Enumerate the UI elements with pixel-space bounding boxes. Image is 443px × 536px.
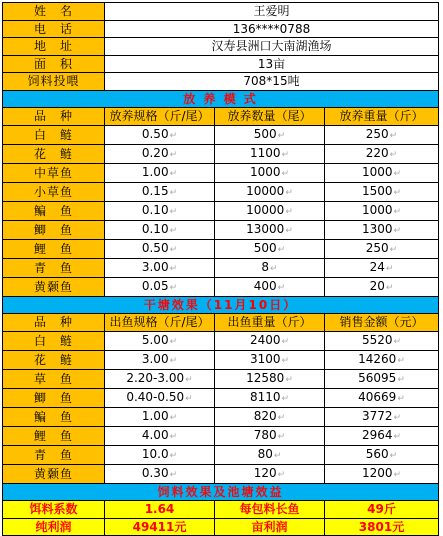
stocking-cell-text: 3.00 (141, 259, 169, 274)
stocking-cell (215, 258, 325, 277)
stocking-species (3, 220, 105, 239)
harvest-row (3, 464, 439, 483)
harvest-cell-text: 0.40-0.50 (126, 389, 185, 404)
info-value-text: 王爱明 (253, 4, 290, 19)
return-mark-icon: ↵ (281, 336, 290, 347)
harvest-row (3, 388, 439, 407)
harvest-species (3, 331, 105, 350)
harvest-header (325, 314, 439, 332)
stocking-cell-text: 0.15 (141, 183, 169, 198)
summary-cell (215, 501, 325, 519)
stocking-cell (325, 239, 439, 258)
harvest-cell (215, 331, 325, 350)
stocking-cell (215, 277, 325, 296)
stocking-cell (105, 277, 215, 296)
return-mark-icon: ↵ (281, 168, 290, 179)
stocking-cell (105, 201, 215, 220)
harvest-cell-text: 4.00 (141, 427, 169, 442)
return-mark-icon: ↵ (397, 374, 405, 385)
info-row (3, 20, 439, 38)
return-mark-icon: ↵ (273, 450, 282, 461)
return-mark-icon: ↵ (277, 412, 286, 423)
return-mark-icon: ↵ (169, 450, 178, 461)
stocking-cell (215, 163, 325, 182)
info-value (105, 55, 439, 73)
summary-cell-text: 49411元 (132, 519, 187, 534)
stocking-row (3, 201, 439, 220)
summary-title-row (3, 483, 439, 501)
return-mark-icon: ↵ (389, 244, 398, 255)
stocking-cell-text: 10000 (246, 202, 285, 217)
stocking-cell-text: 1000 (361, 202, 393, 217)
stocking-cell-text: 0.10 (141, 221, 169, 236)
stocking-species-text: 小草鱼 (33, 184, 73, 199)
info-label (3, 73, 105, 91)
summary-cell (105, 518, 215, 536)
info-label-text: 地 址 (33, 39, 73, 54)
stocking-species (3, 239, 105, 258)
stocking-title-text: 放 养 模 式 (183, 91, 258, 106)
stocking-species (3, 182, 105, 201)
stocking-cell (105, 258, 215, 277)
stocking-species-text: 鳊 鱼 (33, 203, 73, 218)
summary-cell (105, 501, 215, 519)
stocking-title (3, 90, 439, 108)
stocking-species-text: 白 鲢 (33, 127, 73, 142)
fish-farm-sheet (2, 2, 439, 536)
harvest-species-text: 黄颡鱼 (33, 466, 73, 481)
harvest-species (3, 350, 105, 369)
harvest-cell-text: 5520 (361, 332, 393, 347)
info-row (3, 38, 439, 56)
stocking-cell (105, 125, 215, 144)
summary-cell (3, 501, 105, 519)
stocking-cell-text: 20 (369, 278, 385, 293)
stocking-species (3, 277, 105, 296)
summary-cell (215, 518, 325, 536)
stocking-cell (325, 220, 439, 239)
stocking-header-text: 放养重量（斤） (339, 109, 424, 124)
harvest-row (3, 350, 439, 369)
return-mark-icon: ↵ (185, 393, 193, 404)
return-mark-icon: ↵ (281, 355, 290, 366)
summary-cell (325, 518, 439, 536)
stocking-cell (105, 239, 215, 258)
return-mark-icon: ↵ (270, 263, 278, 274)
return-mark-icon: ↵ (393, 336, 402, 347)
harvest-cell (105, 464, 215, 483)
stocking-species-text: 花 鲢 (33, 146, 73, 161)
info-label-text: 电 话 (33, 21, 73, 36)
summary-cell-text: 饵料系数 (29, 502, 78, 517)
return-mark-icon: ↵ (393, 187, 402, 198)
harvest-species (3, 426, 105, 445)
harvest-cell (105, 331, 215, 350)
stocking-cell (105, 182, 215, 201)
harvest-cell-text: 5.00 (141, 332, 169, 347)
harvest-cell-text: 40669 (358, 389, 397, 404)
harvest-header-text: 出鱼规格（斤/尾） (109, 315, 210, 330)
stocking-cell (105, 163, 215, 182)
return-mark-icon: ↵ (277, 282, 286, 293)
stocking-cell-text: 8 (261, 259, 270, 274)
harvest-title-text: 干塘效果（11月10日） (143, 297, 298, 312)
stocking-cell-text: 500 (253, 126, 277, 141)
stocking-header-text: 品 种 (33, 109, 73, 124)
info-value-text: 708*15吨 (243, 74, 300, 89)
harvest-cell-text: 2.20-3.00 (126, 370, 185, 385)
stocking-cell (325, 144, 439, 163)
harvest-species (3, 388, 105, 407)
return-mark-icon: ↵ (393, 431, 402, 442)
stocking-header (325, 108, 439, 126)
info-row (3, 3, 439, 21)
return-mark-icon: ↵ (169, 130, 178, 141)
return-mark-icon: ↵ (169, 263, 178, 274)
stocking-cell (215, 125, 325, 144)
return-mark-icon: ↵ (185, 374, 193, 385)
stocking-cell (215, 144, 325, 163)
return-mark-icon: ↵ (169, 282, 178, 293)
harvest-species (3, 464, 105, 483)
return-mark-icon: ↵ (393, 412, 402, 423)
harvest-cell-text: 80 (257, 446, 273, 461)
harvest-row (3, 331, 439, 350)
harvest-cell (325, 426, 439, 445)
harvest-cell (105, 445, 215, 464)
stocking-cell (325, 182, 439, 201)
stocking-cell (215, 182, 325, 201)
return-mark-icon: ↵ (389, 149, 398, 160)
return-mark-icon: ↵ (277, 431, 286, 442)
stocking-header-text: 放养规格（斤/尾） (109, 109, 210, 124)
summary-cell-text: 3801元 (358, 519, 405, 534)
harvest-header (215, 314, 325, 332)
stocking-cell-text: 10000 (246, 183, 285, 198)
summary-cell-text: 纯利润 (35, 519, 72, 534)
info-label (3, 3, 105, 21)
info-value-text: 13亩 (257, 56, 286, 71)
harvest-cell-text: 0.30 (141, 465, 169, 480)
harvest-cell (105, 388, 215, 407)
harvest-cell (325, 407, 439, 426)
return-mark-icon: ↵ (169, 412, 178, 423)
stocking-cell-text: 0.10 (141, 202, 169, 217)
harvest-cell (325, 331, 439, 350)
info-label (3, 20, 105, 38)
info-value (105, 73, 439, 91)
summary-cell (3, 518, 105, 536)
stocking-species-text: 黄颡鱼 (33, 279, 73, 294)
stocking-cell (325, 201, 439, 220)
harvest-species-text: 鲤 鱼 (33, 428, 73, 443)
summary-cell-text: 1.64 (144, 502, 175, 517)
harvest-cell (215, 388, 325, 407)
summary-title-text: 饲料效果及池塘效益 (157, 484, 284, 499)
stocking-cell (215, 220, 325, 239)
harvest-row (3, 445, 439, 464)
info-value (105, 38, 439, 56)
stocking-cell (105, 220, 215, 239)
harvest-cell (215, 369, 325, 388)
return-mark-icon: ↵ (285, 187, 293, 198)
harvest-cell-text: 56095 (358, 370, 397, 385)
harvest-cell (325, 445, 439, 464)
harvest-header-text: 品 种 (33, 315, 73, 330)
harvest-cell-text: 14260 (358, 351, 397, 366)
stocking-cell-text: 500 (253, 240, 277, 255)
harvest-cell (325, 464, 439, 483)
info-row (3, 55, 439, 73)
harvest-cell-text: 120 (253, 465, 277, 480)
stocking-cell-text: 220 (365, 145, 389, 160)
stocking-row (3, 239, 439, 258)
harvest-row (3, 369, 439, 388)
return-mark-icon: ↵ (169, 431, 178, 442)
stocking-species-text: 鲤 鱼 (33, 241, 73, 256)
info-label (3, 55, 105, 73)
return-mark-icon: ↵ (169, 469, 178, 480)
stocking-cell-text: 1000 (249, 164, 281, 179)
harvest-cell-text: 560 (365, 446, 389, 461)
harvest-cell-text: 3100 (249, 351, 281, 366)
harvest-cell-text: 1200 (361, 465, 393, 480)
return-mark-icon: ↵ (169, 168, 178, 179)
stocking-species (3, 144, 105, 163)
harvest-cell-text: 3772 (361, 408, 393, 423)
harvest-header-row (3, 314, 439, 332)
summary-row (3, 501, 439, 519)
return-mark-icon: ↵ (281, 149, 290, 160)
info-value-text: 汉寿县洲口大南湖渔场 (211, 39, 332, 54)
harvest-cell-text: 820 (253, 408, 277, 423)
return-mark-icon: ↵ (385, 263, 394, 274)
summary-row (3, 518, 439, 536)
harvest-cell (105, 426, 215, 445)
harvest-cell (215, 426, 325, 445)
return-mark-icon: ↵ (393, 469, 402, 480)
stocking-row (3, 125, 439, 144)
harvest-cell (105, 369, 215, 388)
stocking-species (3, 163, 105, 182)
stocking-row (3, 182, 439, 201)
harvest-cell-text: 8110 (249, 389, 281, 404)
stocking-cell-text: 1000 (361, 164, 393, 179)
harvest-cell (215, 464, 325, 483)
summary-cell-text: 每包料长鱼 (239, 502, 300, 517)
return-mark-icon: ↵ (169, 355, 178, 366)
harvest-row (3, 407, 439, 426)
stocking-cell (215, 239, 325, 258)
stocking-cell-text: 1100 (249, 145, 281, 160)
info-value (105, 3, 439, 21)
return-mark-icon: ↵ (169, 187, 178, 198)
stocking-cell-text: 0.20 (141, 145, 169, 160)
stocking-cell-text: 400 (253, 278, 277, 293)
harvest-species (3, 445, 105, 464)
harvest-cell (325, 388, 439, 407)
harvest-cell-text: 3.00 (141, 351, 169, 366)
harvest-cell-text: 780 (253, 427, 277, 442)
harvest-cell (325, 350, 439, 369)
harvest-cell (105, 350, 215, 369)
return-mark-icon: ↵ (285, 225, 293, 236)
harvest-species-text: 白 鲢 (33, 333, 73, 348)
harvest-species-text: 草 鱼 (33, 371, 73, 386)
harvest-cell-text: 2400 (249, 332, 281, 347)
info-label-text: 饲料投喂 (27, 74, 80, 89)
harvest-cell-text: 10.0 (141, 446, 169, 461)
stocking-cell (105, 144, 215, 163)
return-mark-icon: ↵ (277, 244, 286, 255)
stocking-title-row (3, 90, 439, 108)
harvest-header-text: 出鱼重量（斤） (227, 315, 312, 330)
harvest-cell (215, 445, 325, 464)
stocking-cell-text: 250 (365, 126, 389, 141)
stocking-cell (325, 258, 439, 277)
stocking-cell (325, 277, 439, 296)
summary-cell (325, 501, 439, 519)
stocking-header-row (3, 108, 439, 126)
info-value (105, 20, 439, 38)
stocking-species (3, 125, 105, 144)
stocking-species-text: 鲫 鱼 (33, 222, 73, 237)
stocking-cell-text: 0.50 (141, 240, 169, 255)
harvest-header (105, 314, 215, 332)
return-mark-icon: ↵ (393, 225, 402, 236)
harvest-cell-text: 1.00 (141, 408, 169, 423)
return-mark-icon: ↵ (169, 225, 178, 236)
harvest-title-row (3, 296, 439, 314)
harvest-title (3, 296, 439, 314)
harvest-species-text: 鳊 鱼 (33, 409, 73, 424)
harvest-cell (325, 369, 439, 388)
info-row (3, 73, 439, 91)
stocking-cell (325, 125, 439, 144)
harvest-cell (215, 350, 325, 369)
stocking-header (215, 108, 325, 126)
stocking-cell-text: 250 (365, 240, 389, 255)
harvest-header-text: 销售金额（元） (339, 315, 424, 330)
return-mark-icon: ↵ (397, 393, 405, 404)
info-label-text: 姓 名 (33, 4, 73, 19)
stocking-cell-text: 1500 (361, 183, 393, 198)
harvest-species-text: 花 鲢 (33, 352, 73, 367)
stocking-cell-text: 1300 (361, 221, 393, 236)
stocking-row (3, 258, 439, 277)
harvest-cell (105, 407, 215, 426)
harvest-cell (215, 407, 325, 426)
return-mark-icon: ↵ (169, 149, 178, 160)
stocking-header-text: 放养数量（尾） (227, 109, 312, 124)
summary-title (3, 483, 439, 501)
stocking-header (105, 108, 215, 126)
harvest-cell-text: 2964 (361, 427, 393, 442)
return-mark-icon: ↵ (385, 282, 394, 293)
stocking-cell (325, 163, 439, 182)
stocking-cell-text: 24 (369, 259, 385, 274)
return-mark-icon: ↵ (281, 393, 290, 404)
info-label-text: 面 积 (33, 56, 73, 71)
return-mark-icon: ↵ (389, 130, 398, 141)
harvest-header (3, 314, 105, 332)
stocking-species-text: 中草鱼 (33, 165, 73, 180)
return-mark-icon: ↵ (277, 469, 286, 480)
harvest-species (3, 407, 105, 426)
stocking-species (3, 258, 105, 277)
stocking-row (3, 163, 439, 182)
stocking-header (3, 108, 105, 126)
return-mark-icon: ↵ (169, 244, 178, 255)
stocking-cell-text: 0.05 (141, 278, 169, 293)
stocking-cell-text: 13000 (246, 221, 285, 236)
return-mark-icon: ↵ (169, 336, 178, 347)
stocking-cell-text: 1.00 (141, 164, 169, 179)
harvest-species-text: 青 鱼 (33, 447, 73, 462)
harvest-species-text: 鲫 鱼 (33, 390, 73, 405)
return-mark-icon: ↵ (169, 206, 178, 217)
harvest-species (3, 369, 105, 388)
stocking-row (3, 144, 439, 163)
info-value-text: 136****0788 (232, 21, 311, 36)
stocking-row (3, 220, 439, 239)
return-mark-icon: ↵ (285, 206, 293, 217)
harvest-cell-text: 12580 (246, 370, 285, 385)
info-label (3, 38, 105, 56)
return-mark-icon: ↵ (393, 168, 402, 179)
stocking-row (3, 277, 439, 296)
summary-cell-text: 亩利润 (251, 519, 288, 534)
return-mark-icon: ↵ (389, 450, 398, 461)
stocking-species-text: 青 鱼 (33, 260, 73, 275)
return-mark-icon: ↵ (285, 374, 293, 385)
stocking-cell (215, 201, 325, 220)
return-mark-icon: ↵ (397, 355, 405, 366)
harvest-row (3, 426, 439, 445)
stocking-species (3, 201, 105, 220)
return-mark-icon: ↵ (393, 206, 402, 217)
return-mark-icon: ↵ (277, 130, 286, 141)
summary-cell-text: 49斤 (367, 502, 396, 517)
stocking-cell-text: 0.50 (141, 126, 169, 141)
